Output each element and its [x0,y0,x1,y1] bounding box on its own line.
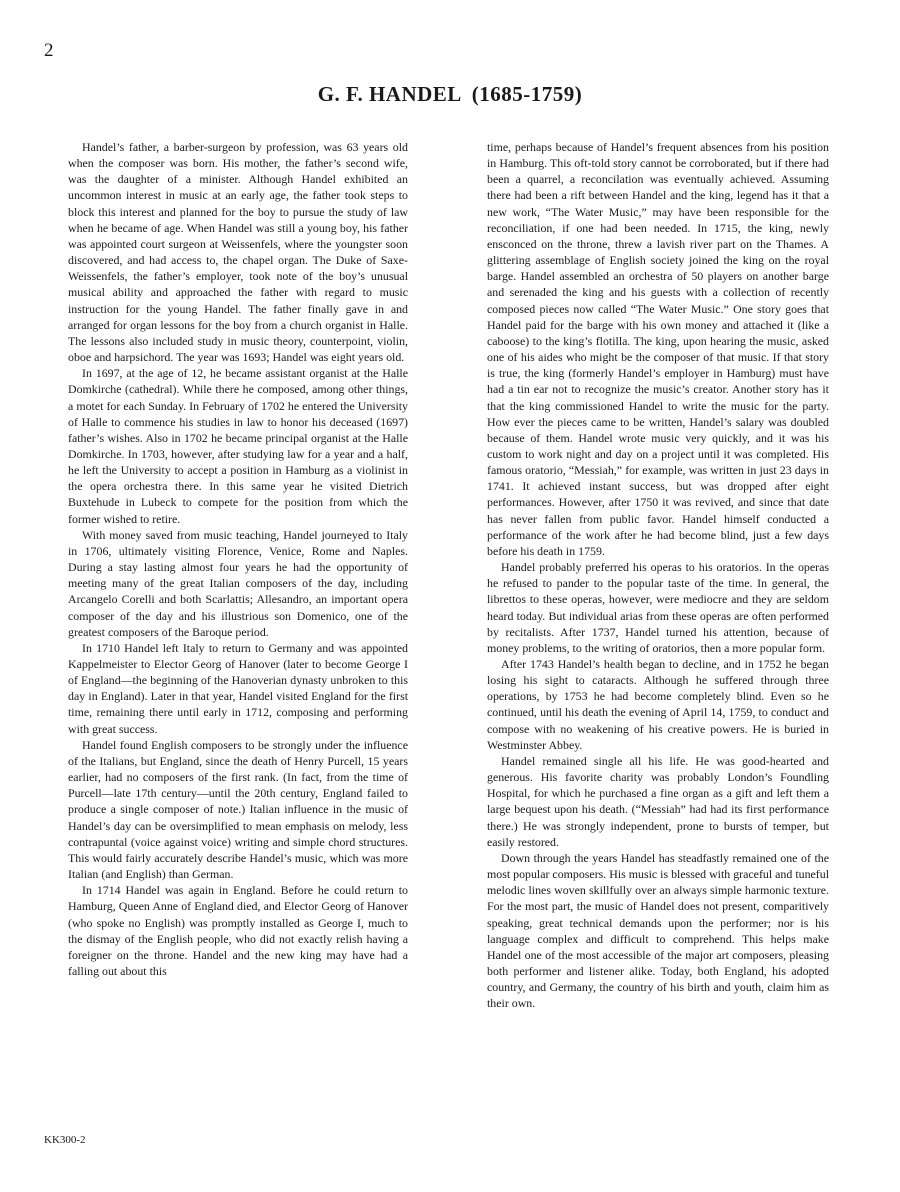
paragraph: In 1714 Handel was again in England. Before he could return to Hamburg, Queen Anne of England died, and Elector Georg of Hanover (who spoke no English) was promptly installed as George I, much to the dismay of the English people, who did not exactly relish having a foreigner on the throne. Handel and the new king may have had a falling out about this [68,883,408,978]
paragraph: In 1710 Handel left Italy to return to Germany and was appointed Kappelmeister to Elector Georg of Hanover (later to become George I of England—the beginning of the Hanoverian dynasty unbroken to this day in England). Later in that year, Handel visited England for the first time, remaining there until early in 1712, composing and performing with great success. [68,640,408,736]
paragraph: In 1697, at the age of 12, he became assistant organist at the Halle Domkirche (cathedral). While there he composed, among other things, a motet for each Sunday. In February of 1702 he entered the University of Halle to commence his studies in law to honor his deceased (1697) father’s wishes. Also in 1702 he became principal organist at the Halle Domkirche. In 1703, however, after studying law for a year and a half, he left the University to accept a position in Hamburg as a violinist in the opera orchestra there. In this same year he visited Dietrich Buxtehude in Lubeck to compete for the position from which the former wished to retire. [68,366,408,526]
right-column [487,139,829,1011]
paragraph: With money saved from music teaching, Handel journeyed to Italy in 1706, ultimately visiting Florence, Venice, Rome and Naples. During a stay lasting almost four years he had the opportunity of meeting many of the great Italian composers of the day, including Arcangelo Corelli and both Scarlattis; Allesandro, an important opera composer of the day and his illustrious son Domenico, one of the greatest composers of the Baroque period. [68,527,408,639]
paragraph: After 1743 Handel’s health began to decline, and in 1752 he began losing his sight to cataracts. Although he suffered through three operations, by 1753 he had become completely blind. Even so he continued, until his death the evening of April 14, 1759, to conduct and compose with no weakening of his creative powers. He is buried in Westminster Abbey. [487,657,829,752]
footer-catalog-code: KK300-2 [44,1134,86,1146]
page-number: 2 [44,40,54,61]
page-title [0,82,900,107]
paragraph: Handel’s father, a barber-surgeon by profession, was 63 years old when the composer was born. His mother, the father’s second wife, was the daughter of a minister. Although Handel exhibited an uncommon interest in music at an early age, the father took steps to block this interest and planned for the boy to pursue the study of law when he became of age. When Handel was still a young boy, his father was appointed court surgeon at Weissenfels, where the youngster soon discovered, and had access to, the chapel organ. The Duke of Saxe-Weissenfels, the father’s employer, took note of the boy’s unusual musical ability and approached the father with regard to music instruction for the young Handel. The father finally gave in and arranged for organ lessons for the boy from a church organist in Halle. The lessons also included study in music theory, counterpoint, violin, oboe and harpsichord. The year was 1693; Handel was eight years old. [68,140,408,365]
paragraph: Handel probably preferred his operas to his oratorios. In the operas he refused to pander to the popular taste of the time. In general, the librettos to these operas, however, were mediocre and they are seldom heard today. But individual arias from these operas are often performed by recitalists. After 1737, Handel turned his attention, because of money problems, to the writing of oratorios, then a more popular form. [487,560,829,655]
paragraph: Handel found English composers to be strongly under the influence of the Italians, but England, since the death of Henry Purcell, 15 years earlier, had no composers of the first rank. (In fact, from the time of Purcell—late 17th century—until the 20th century, England failed to produce a single composer of note.) Italian influence in the music of Handel’s day can be oversimplified to mean emphasis on melody, less contrapuntal (voice against voice) writing and simple chord structures. This would fairly accurately describe Handel’s music, which was more Italian (and English) than German. [68,737,408,882]
title-name: G. F. HANDEL [317,82,462,106]
left-column [68,139,408,979]
paragraph: Handel remained single all his life. He was good-hearted and generous. His favorite charity was probably London’s Foundling Hospital, for which he purchased a fine organ as a gift and left them a large bequest upon his death. (“Messiah” had had its first performance there.) He was strongly independent, prone to bursts of temper, but easily restored. [487,753,829,849]
title-dates: (1685-1759) [471,82,583,106]
paragraph-continued: time, perhaps because of Handel’s frequent absences from his position in Hamburg. This oft-told story cannot be corroborated, but if there had been a quarrel, a reconcilation was eventually achieved. Assuming there had been a rift between Handel and the king, legend has it that a new work, “The Water Music,” may have been responsible for the reconciliation, if one had been needed. In 1715, the king, newly ensconced on the throne, threw a lavish river part on the Thames. A glittering assemblage of English society joined the king on the royal barge. Handel assembled an orchestra of 50 players on another barge and serenaded the king and his guests with a collection of recently composed pieces now called “The Water Music.” One story goes that Handel paid for the barge with his own money and attached it (like a caboose) to the king’s flotilla. The king, upon hearing the music, asked one of his aides who might be the composer of that music. If that story is true, the king (formerly Handel’s employer in Hamburg) must have had a tin ear not to recognize the music’s creator. Another story has it that the king commissioned Handel to write the music for the party. How ever the pieces came to be written, Handel’s salary was doubled because of them. Handel wrote music very quickly, and it was his custom to work night and day on a project until it was completed. His famous oratorio, “Messiah,” for example, was written in just 23 days in 1741. It achieved instant success, but was dropped after eight performances. However, after 1750 it was revived, and since that date has never fallen from public favor. Handel himself conducted a performance of the work after he had become blind, just a few days before his death in 1759. [487,140,829,558]
paragraph: Down through the years Handel has steadfastly remained one of the most popular composers. His music is blessed with graceful and tuneful melodic lines woven skillfully over an always simple harmonic texture. For the most part, the music of Handel does not present, comparitively speaking, great technical demands upon the performer; nor is his language complex and difficult to comprehend. This helps make Handel one of the most accessible of the major art composers, pleasing both performer and listener alike. Today, both England, his adopted country, and Germany, the country of his birth and youth, claim him as their own. [487,850,829,1011]
